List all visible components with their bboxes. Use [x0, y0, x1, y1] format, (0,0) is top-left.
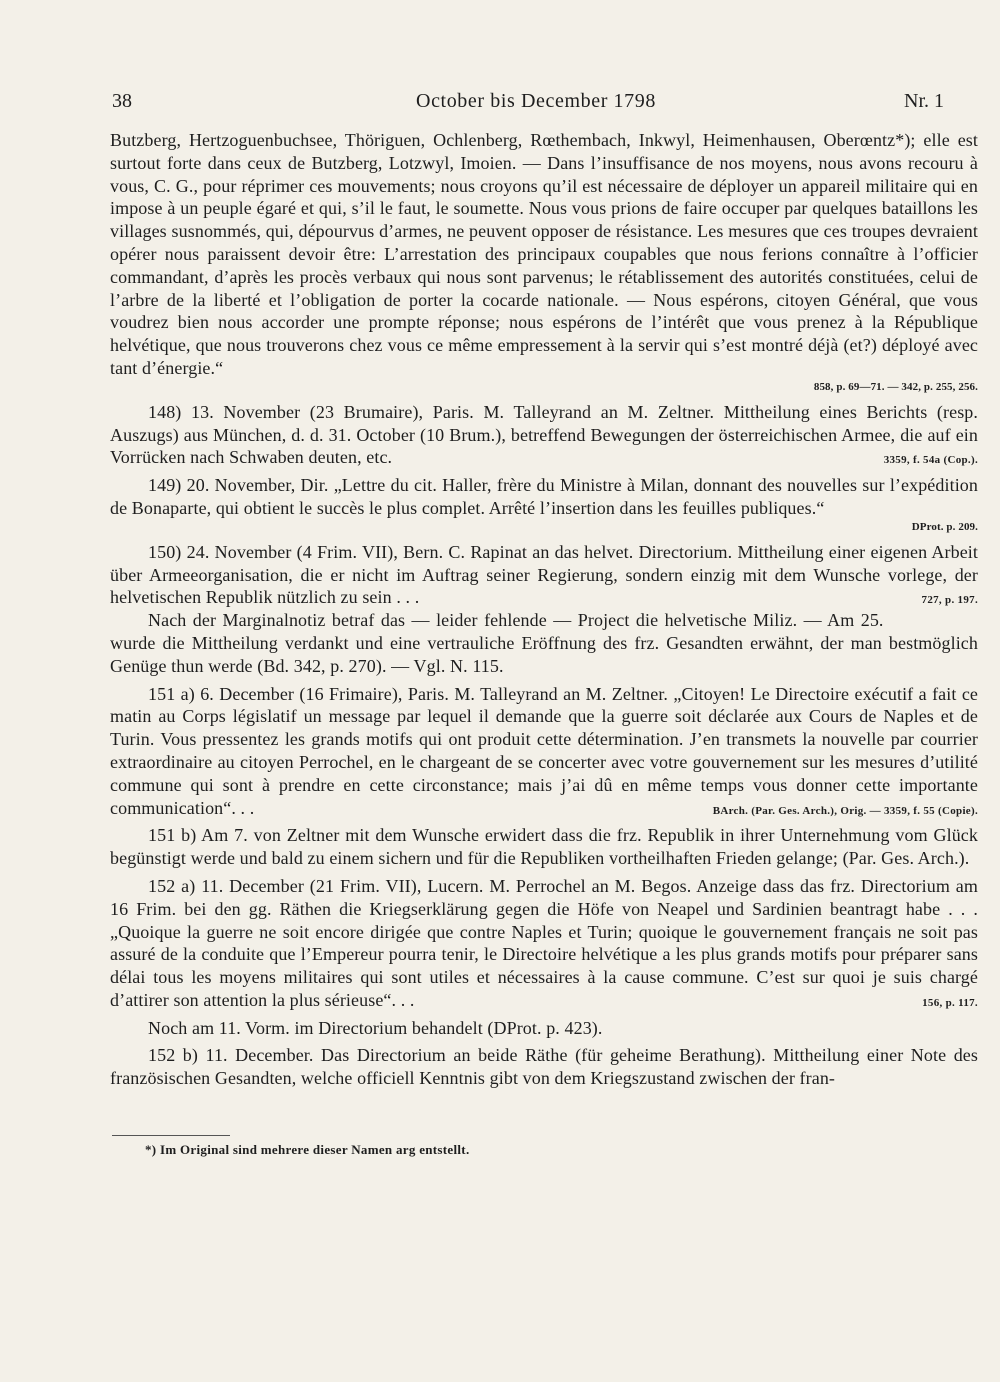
footnote: *) Im Original sind mehrere dieser Namen arg entstellt. [145, 1142, 470, 1157]
paragraph [110, 474, 978, 520]
paragraph-text: 148) 13. November (23 Brumaire), Paris. M. Talleyrand an M. Zeltner. Mittheilung eines Berichts (resp. Auszugs) aus München, d. d. 31. October (10 Brum.), betreffend Bewegungen der österreichischen Armee, die auf ein Vorrücken nach Schwaben deuten, etc. [110, 401, 978, 468]
issue-number: Nr. 1 [904, 90, 944, 112]
paragraph-text: Noch am 11. Vorm. im Directorium behandelt (DProt. p. 423). [148, 1017, 603, 1038]
running-header [112, 90, 960, 118]
paragraph-text: Nach der Marginalnotiz betraf das — leider fehlende — Project die helvetische Miliz. — Am 25. wurde die Mittheilung verdankt und eine vertrauliche Eröffnung des frz. Gesandten erwähnt, der man bestmöglich Genüge thun werde (Bd. 342, p. 270). — Vgl. N. 115. [110, 610, 978, 676]
paragraph-text: 152 a) 11. December (21 Frim. VII), Lucern. M. Perrochel an M. Begos. Anzeige dass das frz. Directorium am 16 Frim. bei den gg. Räthen die Kriegserklärung gegen die Höfe von Neapel und Sardinien beantragt habe . . . „Quoique la guerre ne soit encore dirigée que contre Naples et Turin; quoique le gouvernement français ne soit pas assuré de la conduite que l’Empereur pourra tenir, le Directoire helvétique a les plus grands motifs pour préparer sans délai tous les moyens militaires qui sont utiles et nécessaires à la cause commune. C’est sur quoi je suis chargé d’attirer son attention la plus sérieuse“. . . [110, 875, 978, 1010]
archive-reference: DProt. p. 209. [911, 520, 978, 533]
paragraph-text: 149) 20. November, Dir. „Lettre du cit. Haller, frère du Ministre à Milan, donnant des nouvelles sur l’expédition de Bonaparte, qui obtient le succès le plus complet. Arrêté l’insertion dans les feuilles publiques.“ [110, 475, 978, 518]
footnote-rule [112, 1135, 230, 1136]
archive-reference: 156, p. 117. [922, 996, 978, 1009]
archive-reference: BArch. (Par. Ges. Arch.), Orig. — 3359, f. 55 (Copie). [712, 804, 978, 817]
paragraph-text: 152 b) 11. December. Das Directorium an beide Räthe (für geheime Berathung). Mittheilung einer Note des französischen Gesandten, welche officiell Kenntnis gibt von dem Kriegszustand zwischen der fran- [110, 1045, 978, 1089]
paragraph [110, 875, 978, 1012]
paragraph [110, 1017, 978, 1040]
running-title: October bis December 1798 [416, 90, 656, 112]
paragraph [110, 401, 978, 469]
document-body [110, 129, 978, 1090]
paragraph [110, 824, 978, 870]
paragraph-text: 151 b) Am 7. von Zeltner mit dem Wunsche erwidert dass die frz. Republik in ihrer Unternehmung vom Glück begünstigt werde und bald zu einem sichern und für die Republiken vortheilhaften Frieden gelange; (Par. Ges. Arch.). [110, 825, 978, 869]
paragraph-text: 151 a) 6. December (16 Frimaire), Paris. M. Talleyrand an M. Zeltner. „Citoyen! Le Directoire exécutif a fait ce matin au Corps législatif un message par lequel il demande que la guerre soit déclarée aux Cours de Naples et de Turin. Vous pressentez les grands motifs qui ont produit cette détermination. J’en transmets la nouvelle par courrier extraordinaire au citoyen Perrochel, en le chargeant de se concerter avec votre gouvernement sur les mesures d’utilité commune qui sont à prendre en cette circonstance; mais j’ai dû en même temps vous donner cette importante communication“. . . [110, 683, 978, 818]
archive-reference: 858, p. 69—71. — 342, p. 255, 256. [813, 380, 978, 393]
page-number: 38 [112, 90, 132, 112]
paragraph [110, 683, 978, 820]
archive-reference: 727, p. 197. [921, 594, 978, 607]
archive-reference: 3359, f. 54a (Cop.). [883, 454, 978, 467]
paragraph [110, 129, 978, 380]
paragraph [110, 1044, 978, 1090]
paragraph-text: Butzberg, Hertzoguenbuchsee, Thöriguen, Ochlenberg, Rœthembach, Inkwyl, Heimenhausen, Oberœntz*); elle est surtout forte dans ceux de Butzberg, Lotzwyl, Imoien. — Dans l’insuffisance de nos moyens, nous avons recouru à vous, C. G., pour réprimer ces mouvements; nous croyons qu’il est nécessaire de déployer un appareil militaire qui en impose à un peuple égaré et qui, s’il le faut, le soumette. Nous vous prions de faire occuper par quelques bataillons les villages susnommés, qui, dépourvus d’armes, ne peuvent opposer de résistance. Les mesures que ces troupes devraient opérer nous paraissent devoir être: L’arrestation des principaux coupables que nous ferions connaître à l’officier commandant, d’après les procès verbaux qui nous sont parvenus; le rétablissement des autorités constituées, celui de l’arbre de la liberté et l’obligation de porter la cocarde nationale. — Nous espérons, citoyen Général, que vous voudrez bien nous accorder une prompte réponse; nous espérons de l’intérêt que vous prenez à la République helvétique, que nous trouverons chez vous ce même empressement à la servir qui s’est montré déjà (et?) déployé avec tant d’énergie.“ [110, 130, 978, 378]
paragraph [110, 609, 978, 677]
paragraph-text: 150) 24. November (4 Frim. VII), Bern. C. Rapinat an das helvet. Directorium. Mittheilung einer eigenen Arbeit über Armeeorganisation, die er nicht im Auftrag seiner Regierung, sondern einzig mit dem Wunsche vorlege, der helvetischen Republik nützlich zu sein . . . [110, 541, 978, 608]
paragraph [110, 541, 978, 609]
